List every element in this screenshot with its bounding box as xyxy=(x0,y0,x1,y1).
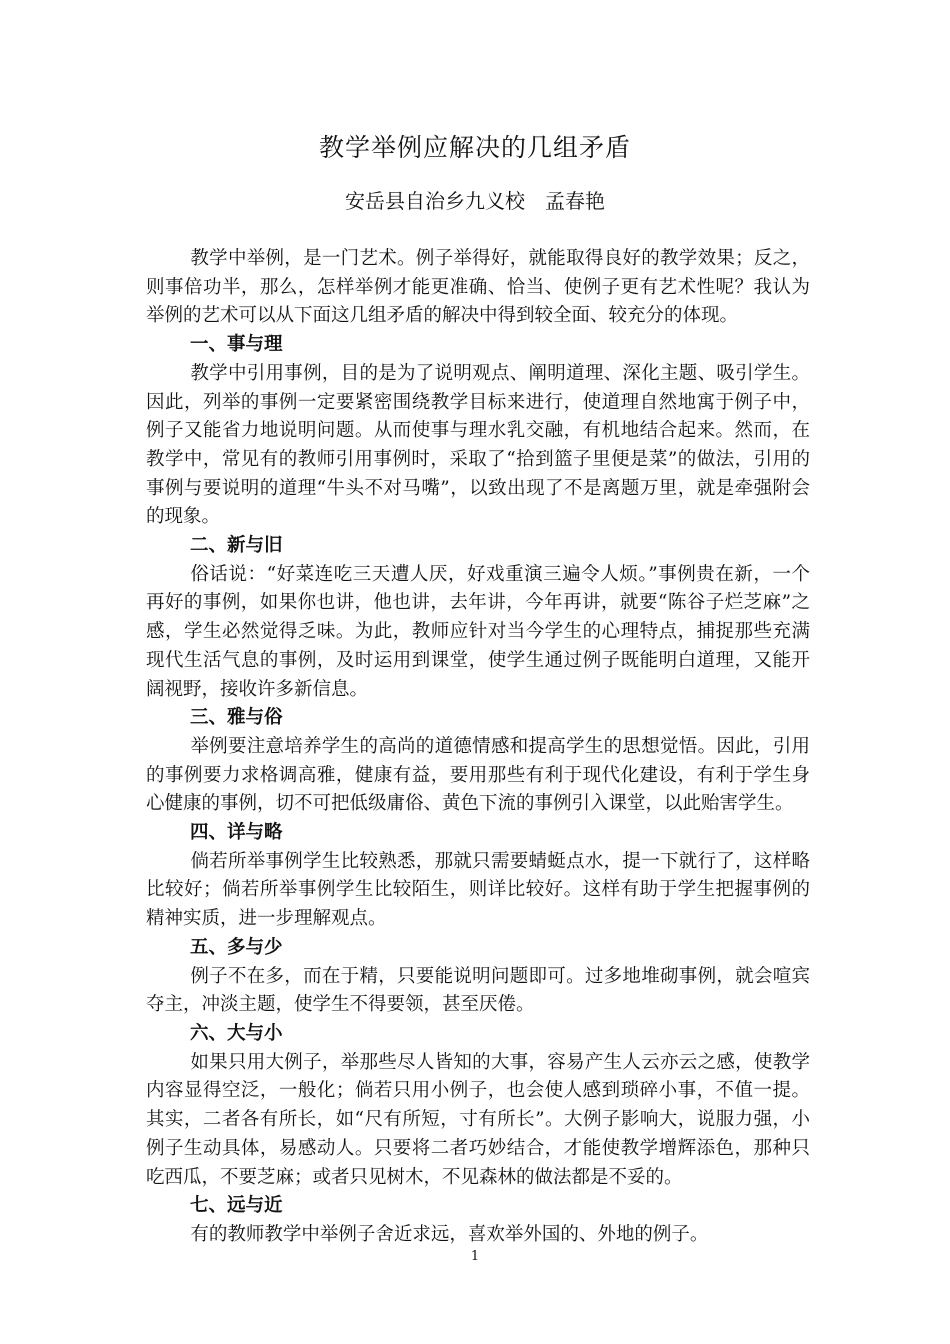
section-heading-2: 二、新与旧 xyxy=(190,535,283,557)
section-heading-4: 四、详与略 xyxy=(190,822,283,844)
document-body xyxy=(146,245,810,1250)
section-paragraph-6: 如果只用大例子，举那些尽人皆知的大事，容易产生人云亦云之感，使教学内容显得空泛，一般化；倘若只用小例子，也会使人感到琐碎小事，不值一提。其实，二者各有所长，如“尺有所短，寸有所长”。大例子影响大，说服力强，小例子生动具体，易感动人。只要将二者巧妙结合，才能使教学增辉添色，那种只吃西瓜，不要芝麻；或者只见树木，不见森林的做法都是不妥的。 xyxy=(146,1051,810,1188)
intro-paragraph: 教学中举例，是一门艺术。例子举得好，就能取得良好的教学效果；反之，则事倍功半，那么，怎样举例才能更准确、恰当、使例子更有艺术性呢？我认为举例的艺术可以从下面这几组矛盾的解决中得到较全面、较充分的体现。 xyxy=(146,248,810,327)
page-number: 1 xyxy=(470,1249,480,1264)
section-heading-5: 五、多与少 xyxy=(190,936,283,958)
section-paragraph-1: 教学中引用事例，目的是为了说明观点、阐明道理、深化主题、吸引学生。因此，列举的事例一定要紧密围绕教学目标来进行，使道理自然地寓于例子中，例子又能省力地说明问题。从而使事与理水乳交融，有机地结合起来。然而，在教学中，常见有的教师引用事例时，采取了“拾到篮子里便是菜”的做法，引用的事例与要说明的道理“牛头不对马嘴”，以致出现了不是离题万里，就是牵强附会的现象。 xyxy=(146,362,810,528)
section-heading-3: 三、雅与俗 xyxy=(190,707,283,729)
author-line: 安岳县自治乡九义校 孟春艳 xyxy=(345,189,605,213)
section-heading-6: 六、大与小 xyxy=(190,1022,283,1044)
section-heading-7: 七、远与近 xyxy=(190,1195,283,1217)
section-paragraph-2: 俗话说：“好菜连吃三天遭人厌，好戏重演三遍令人烦。”事例贵在新，一个再好的事例，如果你也讲，他也讲，去年讲，今年再讲，就要“陈谷子烂芝麻”之感，学生必然觉得乏味。为此，教师应针对当今学生的心理特点，捕捉那些充满现代生活气息的事例，及时运用到课堂，使学生通过例子既能明白道理，又能开阔视野，接收许多新信息。 xyxy=(146,563,810,700)
section-paragraph-3: 举例要注意培养学生的高尚的道德情感和提高学生的思想觉悟。因此，引用的事例要力求格调高雅，健康有益，要用那些有利于现代化建设，有利于学生身心健康的事例，切不可把低级庸俗、黄色下流的事例引入课堂，以此贻害学生。 xyxy=(146,735,810,815)
section-paragraph-4: 倘若所举事例学生比较熟悉，那就只需要蜻蜓点水，提一下就行了，这样略比较好；倘若所举事例学生比较陌生，则详比较好。这样有助于学生把握事例的精神实质，进一步理解观点。 xyxy=(146,850,810,930)
document-title: 教学举例应解决的几组矛盾 xyxy=(318,133,631,162)
section-heading-1: 一、事与理 xyxy=(190,334,283,356)
section-paragraph-5: 例子不在多，而在于精，只要能说明问题即可。过多地堆砌事例，就会喧宾夺主，冲淡主题，使学生不得要领，甚至厌倦。 xyxy=(146,965,810,1016)
section-paragraph-7: 有的教师教学中举例子舍近求远，喜欢举外国的、外地的例子。 xyxy=(190,1223,709,1245)
